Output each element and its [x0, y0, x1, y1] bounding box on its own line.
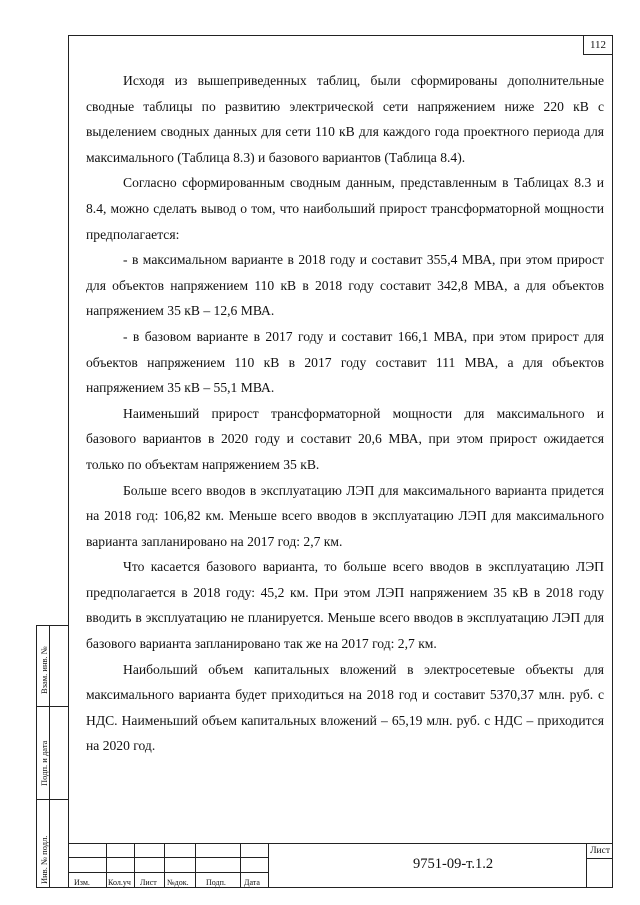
paragraph: Больше всего вводов в эксплуатацию ЛЭП для максимального варианта придется на 2018 год: 106,82 км. Меньше всего вводов в эксплуатацию ЛЭП для максимального варианта запланировано на 2017 год: 2,7 км. [86, 482, 604, 549]
vzam-label: Взам. инв. № [39, 646, 49, 694]
col-podp: Подп. [206, 878, 226, 887]
paragraph: Исходя из вышеприведенных таблиц, были сформированы дополнительные сводные таблицы по развитию электрической сети напряжением ниже 220 кВ с выделением сводных данных для сети 110 кВ для каждого года проектного периода для максимального (Таблица 8.3) и базового вариантов (Таблица 8.4). [86, 73, 604, 165]
col-ndok: №док. [167, 878, 189, 887]
paragraph: Наибольший объем капитальных вложений в электросетевые объекты для максимального варианта будет приходиться на 2018 год и составит 5370,37 млн. руб. с НДС. Наименьший объем капитальных вложений – 65,19 млн. руб. с НДС – приходится на 2020 год. [86, 661, 604, 754]
body-text [86, 68, 604, 759]
podp-label: Подп. и дата [39, 740, 49, 786]
paragraph: - в максимальном варианте в 2018 году и составит 355,4 МВА, при этом прирост для объектов напряжением 110 кВ в 2018 году составит 342,8 МВА, а для объектов напряжением 35 кВ – 12,6 МВА. [86, 252, 604, 319]
sheet-label: Лист [590, 846, 610, 856]
title-block [68, 843, 613, 888]
col-izm: Изм. [74, 878, 90, 887]
paragraph: Согласно сформированным сводным данным, представленным в Таблицах 8.3 и 8.4, можно сделать вывод о том, что наибольший прирост трансформаторной мощности предполагается: [86, 175, 604, 242]
col-data: Дата [244, 878, 260, 887]
document-number: 9751-09-т.1.2 [413, 856, 494, 872]
col-kol-uch: Кол.уч [108, 878, 131, 887]
paragraph: Что касается базового варианта, то больше всего вводов в эксплуатацию ЛЭП предполагается в 2018 году: 45,2 км. При этом ЛЭП напряжением 35 кВ в 2018 году вводить в эксплуатацию не планируется. Меньше всего вводов в эксплуатацию ЛЭП для базового варианта запланировано так же на 2017 год: 2,7 км. [86, 559, 604, 652]
side-stamp [36, 625, 68, 888]
page-number: 112 [583, 35, 613, 55]
col-list: Лист [140, 878, 157, 887]
inv-label: Инв. № подл. [39, 835, 49, 884]
paragraph: Наименьший прирост трансформаторной мощности для максимального и базового вариантов в 2020 году и составит 20,6 МВА, при этом прирост ожидается только по объектам напряжением 35 кВ. [86, 405, 604, 472]
paragraph: - в базовом варианте в 2017 году и составит 166,1 МВА, при этом прирост для объектов напряжением 110 кВ в 2017 году составит 111 МВА, а для объектов напряжением 35 кВ – 55,1 МВА. [86, 328, 604, 396]
